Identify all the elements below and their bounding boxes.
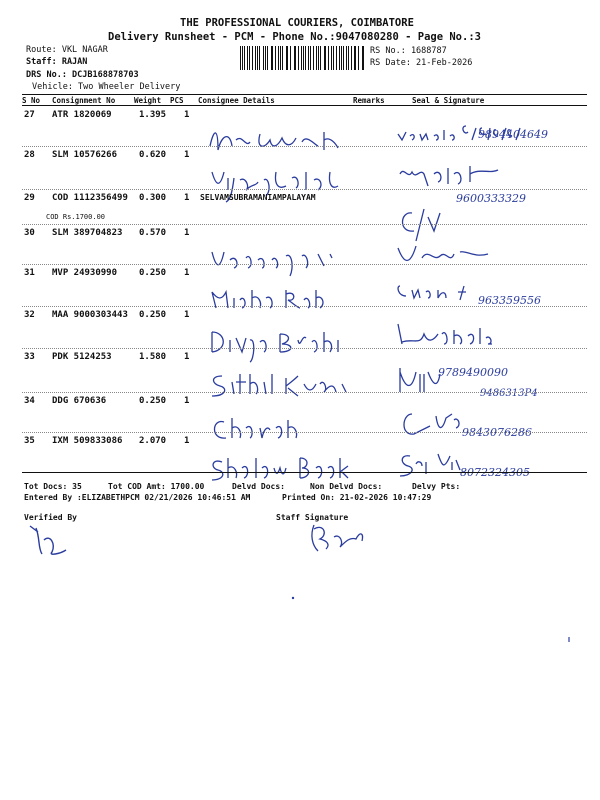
route-label: Route: VKL NAGAR [26,45,108,55]
row-separator [22,306,587,307]
staff-signature [300,515,380,555]
row-weight: 0.250 [139,396,167,406]
col-consignee: Consignee Details [198,96,275,105]
delvd-docs: Delvd Docs: [232,482,285,491]
row-pcs: 1 [184,310,190,320]
barcode-bar [318,46,319,70]
ink-dot [290,595,296,601]
svg-text:9789490090: 9789490090 [438,366,508,379]
row-separator [22,264,587,265]
barcode-bar [363,46,364,70]
header-top-rule [22,94,587,95]
barcode-bar [247,46,248,70]
barcode-bar [336,46,337,70]
barcode-bar [263,46,264,70]
verifier-signature [26,520,76,560]
row-pcs: 1 [184,150,190,160]
row-sno: 29 [24,193,35,203]
row-sno: 27 [24,110,35,120]
svg-text:9600333329: 9600333329 [456,192,526,205]
barcode-bar [267,46,268,70]
printed-on: Printed On: 21-02-2026 10:47:29 [282,493,432,502]
ink-mark [566,636,572,644]
svg-text:963359556: 963359556 [478,294,541,307]
barcode-bar [348,46,349,70]
row-pcs: 1 [184,110,190,120]
svg-text:8072324305: 8072324305 [460,466,530,479]
row-sno: 35 [24,436,35,446]
row-separator [22,146,587,147]
svg-text:9486313P4: 9486313P4 [480,388,538,399]
row-sno: 31 [24,268,35,278]
row-consignment: DDG 670636 [52,396,107,406]
row-pcs: 1 [184,268,190,278]
svg-text:9894404649: 9894404649 [478,128,548,141]
row-separator [22,189,587,190]
barcode-bar [355,46,356,70]
non-delvd-docs: Non Delvd Docs: [310,482,383,491]
row-pcs: 1 [184,228,190,238]
row-separator [22,472,587,473]
row-separator [22,348,587,349]
row-weight: 0.570 [139,228,167,238]
col-pcs: PCS [170,96,184,105]
verified-by-label: Verified By [24,513,77,522]
row-consignment: IXM 509833086 [52,436,123,446]
delvy-pts: Delvy Pts: [412,482,461,491]
col-remarks: Remarks [353,96,385,105]
staff-label: Staff: RAJAN [26,57,88,67]
row-weight: 1.580 [139,352,167,362]
row-weight: 0.300 [139,193,167,203]
company-title: THE PROFESSIONAL COURIERS, COIMBATORE [180,17,414,29]
barcode-bar [240,46,241,70]
row-consignment: SLM 10576266 [52,150,118,160]
staff-signature-label: Staff Signature [276,513,349,522]
barcode [240,46,366,70]
row-separator [22,432,587,433]
row-consignment: ATR 1820069 [52,110,112,120]
row-pcs: 1 [184,436,190,446]
barcode-bar [298,46,299,70]
row-consignment: MAA 9000303443 [52,310,128,320]
header-bottom-rule [22,105,587,106]
row-sno: 32 [24,310,35,320]
tot-cod: Tot COD Amt: 1700.00 [108,482,205,491]
barcode-bar [331,46,332,70]
barcode-bar [308,46,309,70]
row-consignment: SLM 389704823 [52,228,123,238]
row-consignment: PDK 5124253 [52,352,112,362]
barcode-bar [324,46,325,70]
row-separator [22,392,587,393]
row-separator [22,224,587,225]
barcode-bar [346,46,347,70]
col-consignment: Consignment No [52,96,116,105]
rs-number: RS No.: 1688787 [370,46,447,56]
drs-label: DRS No.: DCJB168878703 [26,70,139,80]
table-row [0,310,600,357]
barcode-bar [282,46,283,70]
row-sno: 34 [24,396,35,406]
row-pcs: 1 [184,193,190,203]
barcode-bar [249,46,250,70]
row-consignee: SELVAMSUBRAMANIAMPALAYAM [200,193,316,202]
col-seal: Seal & Signature [412,96,485,105]
row-weight: 1.395 [139,110,167,120]
row-weight: 0.620 [139,150,167,160]
barcode-bar [286,46,287,70]
rs-date: RS Date: 21-Feb-2026 [370,58,473,68]
col-sno: S No [22,96,41,105]
runsheet-subtitle: Delivery Runsheet - PCM - Phone No.:9047080280 - Page No.:3 [108,31,481,43]
row-pcs: 1 [184,396,190,406]
row-weight: 0.250 [139,268,167,278]
barcode-bar [275,46,276,70]
row-weight: 2.070 [139,436,167,446]
row-pcs: 1 [184,352,190,362]
svg-text:9843076286: 9843076286 [462,426,532,439]
row-cod-amount: COD Rs.1700.00 [46,213,106,221]
row-consignment: MVP 24930990 [52,268,118,278]
row-sno: 33 [24,352,35,362]
row-consignment: COD 1112356499 [52,193,128,203]
tot-docs: Tot Docs: 35 [24,482,82,491]
row-weight: 0.250 [139,310,167,320]
row-sno: 28 [24,150,35,160]
barcode-bar [290,46,291,70]
barcode-bar [259,46,260,70]
table-row [0,268,600,315]
table-row [0,436,600,483]
row-sno: 30 [24,228,35,238]
entered-by: Entered By :ELIZABETHPCM 02/21/2026 10:46:51 AM [24,493,251,502]
vehicle-label: Vehicle: Two Wheeler Delivery [32,82,181,92]
barcode-bar [310,46,311,70]
col-weight: Weight [134,96,162,105]
